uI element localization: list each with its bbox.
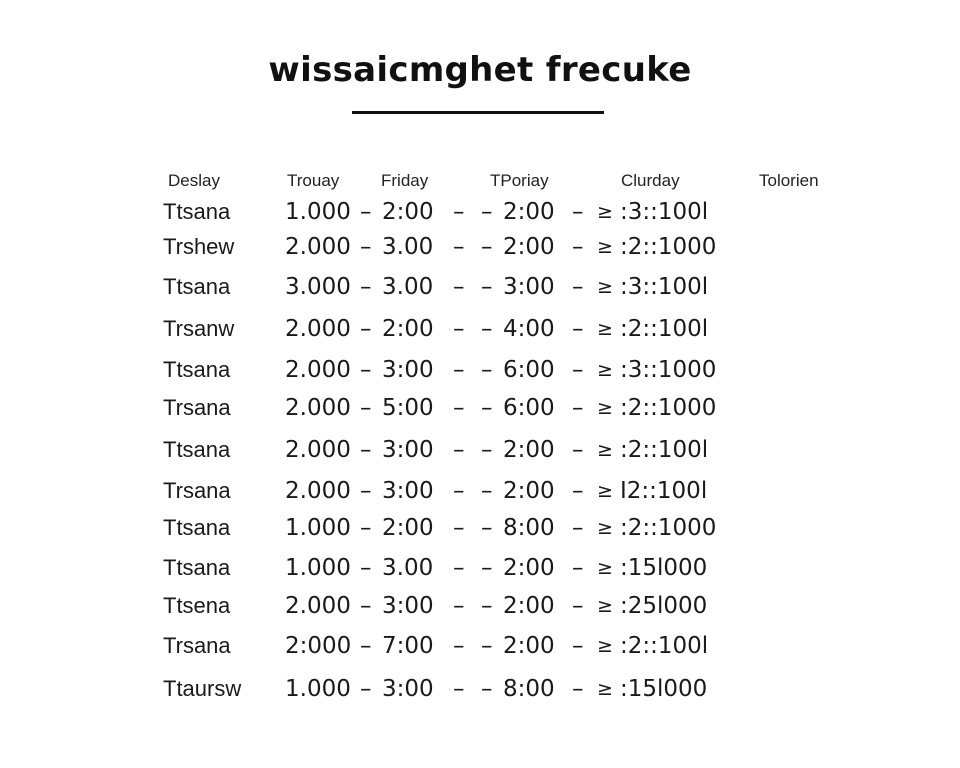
time-value: 6:00 (503, 357, 555, 383)
dash-separator: – (481, 555, 493, 581)
dash-separator: – (360, 633, 372, 659)
dash-separator: – (572, 274, 584, 300)
comparison-symbol: ≥ (597, 517, 613, 539)
comparison-symbol: ≥ (597, 201, 613, 223)
table-row (0, 514, 960, 542)
dash-separator: – (360, 555, 372, 581)
time-value: 2:00 (503, 199, 555, 225)
dash-separator: – (572, 357, 584, 383)
dash-separator: – (481, 199, 493, 225)
row-name: Ttsana (163, 199, 231, 224)
time-value: 7:00 (382, 633, 434, 659)
time-value: 2:00 (503, 437, 555, 463)
dash-separator: – (481, 274, 493, 300)
comparison-symbol: ≥ (597, 480, 613, 502)
comparison-symbol: ≥ (597, 557, 613, 579)
dash-separator: – (481, 437, 493, 463)
table-row (0, 356, 960, 384)
start-value: 2.000 (285, 437, 351, 463)
time-value: 8:00 (503, 515, 555, 541)
time-value: 3:00 (382, 437, 434, 463)
row-name: Ttaursw (163, 676, 242, 701)
time-value: 4:00 (503, 316, 555, 342)
dash-separator: – (360, 478, 372, 504)
dash-separator: – (481, 633, 493, 659)
time-value: 3:00 (382, 357, 434, 383)
dash-separator: – (453, 515, 465, 541)
dash-separator: – (453, 234, 465, 260)
start-value: 1.000 (285, 676, 351, 702)
dash-separator: – (453, 593, 465, 619)
start-value: 2.000 (285, 478, 351, 504)
comparison-symbol: ≥ (597, 678, 613, 700)
dash-separator: – (572, 593, 584, 619)
time-value: 3:00 (382, 676, 434, 702)
dash-separator: – (572, 633, 584, 659)
dash-separator: – (453, 437, 465, 463)
time-value: 3:00 (382, 593, 434, 619)
time-value: 2:00 (382, 515, 434, 541)
comparison-symbol: ≥ (597, 595, 613, 617)
time-value: 2:00 (503, 234, 555, 260)
dash-separator: – (360, 234, 372, 260)
time-value: 2:00 (503, 593, 555, 619)
dash-separator: – (481, 593, 493, 619)
table-row (0, 436, 960, 464)
dash-separator: – (360, 676, 372, 702)
comparison-symbol: ≥ (597, 397, 613, 419)
row-name: Ttsana (163, 515, 231, 540)
row-name: Ttsana (163, 555, 231, 580)
column-header: Deslay (168, 171, 220, 190)
table-row (0, 477, 960, 505)
time-value: 3.00 (382, 234, 434, 260)
dash-separator: – (481, 676, 493, 702)
dash-separator: – (481, 395, 493, 421)
total-value: :2::100l (620, 437, 709, 463)
row-name: Trsana (163, 478, 231, 503)
start-value: 1.000 (285, 515, 351, 541)
dash-separator: – (572, 316, 584, 342)
comparison-symbol: ≥ (597, 236, 613, 258)
total-value: :15l000 (620, 676, 708, 702)
table-row (0, 394, 960, 422)
total-value: :2::1000 (620, 234, 717, 260)
dash-separator: – (453, 199, 465, 225)
row-name: Ttsana (163, 437, 231, 462)
dash-separator: – (453, 395, 465, 421)
dash-separator: – (360, 515, 372, 541)
start-value: 1.000 (285, 555, 351, 581)
dash-separator: – (572, 234, 584, 260)
start-value: 2.000 (285, 357, 351, 383)
row-name: Ttsana (163, 274, 231, 299)
dash-separator: – (360, 395, 372, 421)
row-name: Trsanw (163, 316, 235, 341)
table-row (0, 675, 960, 703)
dash-separator: – (572, 515, 584, 541)
dash-separator: – (453, 357, 465, 383)
dash-separator: – (481, 478, 493, 504)
row-name: Trsana (163, 395, 231, 420)
table-row (0, 273, 960, 301)
time-value: 2:00 (503, 555, 555, 581)
time-value: 6:00 (503, 395, 555, 421)
total-value: :15l000 (620, 555, 708, 581)
comparison-symbol: ≥ (597, 318, 613, 340)
column-header: TPoriay (490, 171, 549, 190)
time-value: 2:00 (503, 478, 555, 504)
title-underline (352, 111, 604, 114)
start-value: 2.000 (285, 593, 351, 619)
time-value: 8:00 (503, 676, 555, 702)
time-value: 3:00 (503, 274, 555, 300)
time-value: 3:00 (382, 478, 434, 504)
dash-separator: – (572, 676, 584, 702)
column-header: Friday (381, 171, 429, 190)
table-row (0, 592, 960, 620)
dash-separator: – (572, 395, 584, 421)
total-value: :2::100l (620, 316, 709, 342)
start-value: 2:000 (285, 633, 352, 659)
dash-separator: – (360, 199, 372, 225)
row-name: Ttsana (163, 357, 231, 382)
comparison-symbol: ≥ (597, 276, 613, 298)
start-value: 3.000 (285, 274, 351, 300)
dash-separator: – (453, 555, 465, 581)
total-value: I2::100l (620, 478, 708, 504)
row-name: Trsana (163, 633, 231, 658)
table-row (0, 315, 960, 343)
dash-separator: – (481, 316, 493, 342)
dash-separator: – (481, 357, 493, 383)
dash-separator: – (453, 316, 465, 342)
dash-separator: – (453, 633, 465, 659)
time-value: 5:00 (382, 395, 434, 421)
comparison-symbol: ≥ (597, 359, 613, 381)
column-header: Clurday (621, 171, 680, 190)
total-value: :3::100l (620, 199, 709, 225)
time-value: 3.00 (382, 274, 434, 300)
dash-separator: – (572, 478, 584, 504)
column-header: Tolorien (759, 171, 819, 190)
comparison-symbol: ≥ (597, 439, 613, 461)
dash-separator: – (481, 515, 493, 541)
start-value: 1.000 (285, 199, 351, 225)
time-value: 2:00 (503, 633, 555, 659)
total-value: :2::1000 (620, 515, 717, 541)
time-value: 3.00 (382, 555, 434, 581)
start-value: 2.000 (285, 234, 351, 260)
dash-separator: – (481, 234, 493, 260)
comparison-symbol: ≥ (597, 635, 613, 657)
dash-separator: – (360, 316, 372, 342)
dash-separator: – (572, 555, 584, 581)
total-value: :2::100l (620, 633, 709, 659)
dash-separator: – (360, 437, 372, 463)
dash-separator: – (360, 357, 372, 383)
dash-separator: – (360, 274, 372, 300)
dash-separator: – (572, 199, 584, 225)
total-value: :25l000 (620, 593, 708, 619)
row-name: Trshew (163, 234, 235, 259)
dash-separator: – (360, 593, 372, 619)
page-title: wissaicmghet frecuke (268, 50, 692, 90)
time-value: 2:00 (382, 199, 434, 225)
total-value: :3::100l (620, 274, 709, 300)
dash-separator: – (453, 274, 465, 300)
dash-separator: – (453, 478, 465, 504)
table-row (0, 198, 960, 226)
start-value: 2.000 (285, 316, 351, 342)
total-value: :2::1000 (620, 395, 717, 421)
table-row (0, 554, 960, 582)
table-row (0, 233, 960, 261)
dash-separator: – (453, 676, 465, 702)
time-value: 2:00 (382, 316, 434, 342)
start-value: 2.000 (285, 395, 351, 421)
column-header: Trouay (287, 171, 340, 190)
row-name: Ttsena (163, 593, 231, 618)
dash-separator: – (572, 437, 584, 463)
table-row (0, 632, 960, 660)
total-value: :3::1000 (620, 357, 717, 383)
